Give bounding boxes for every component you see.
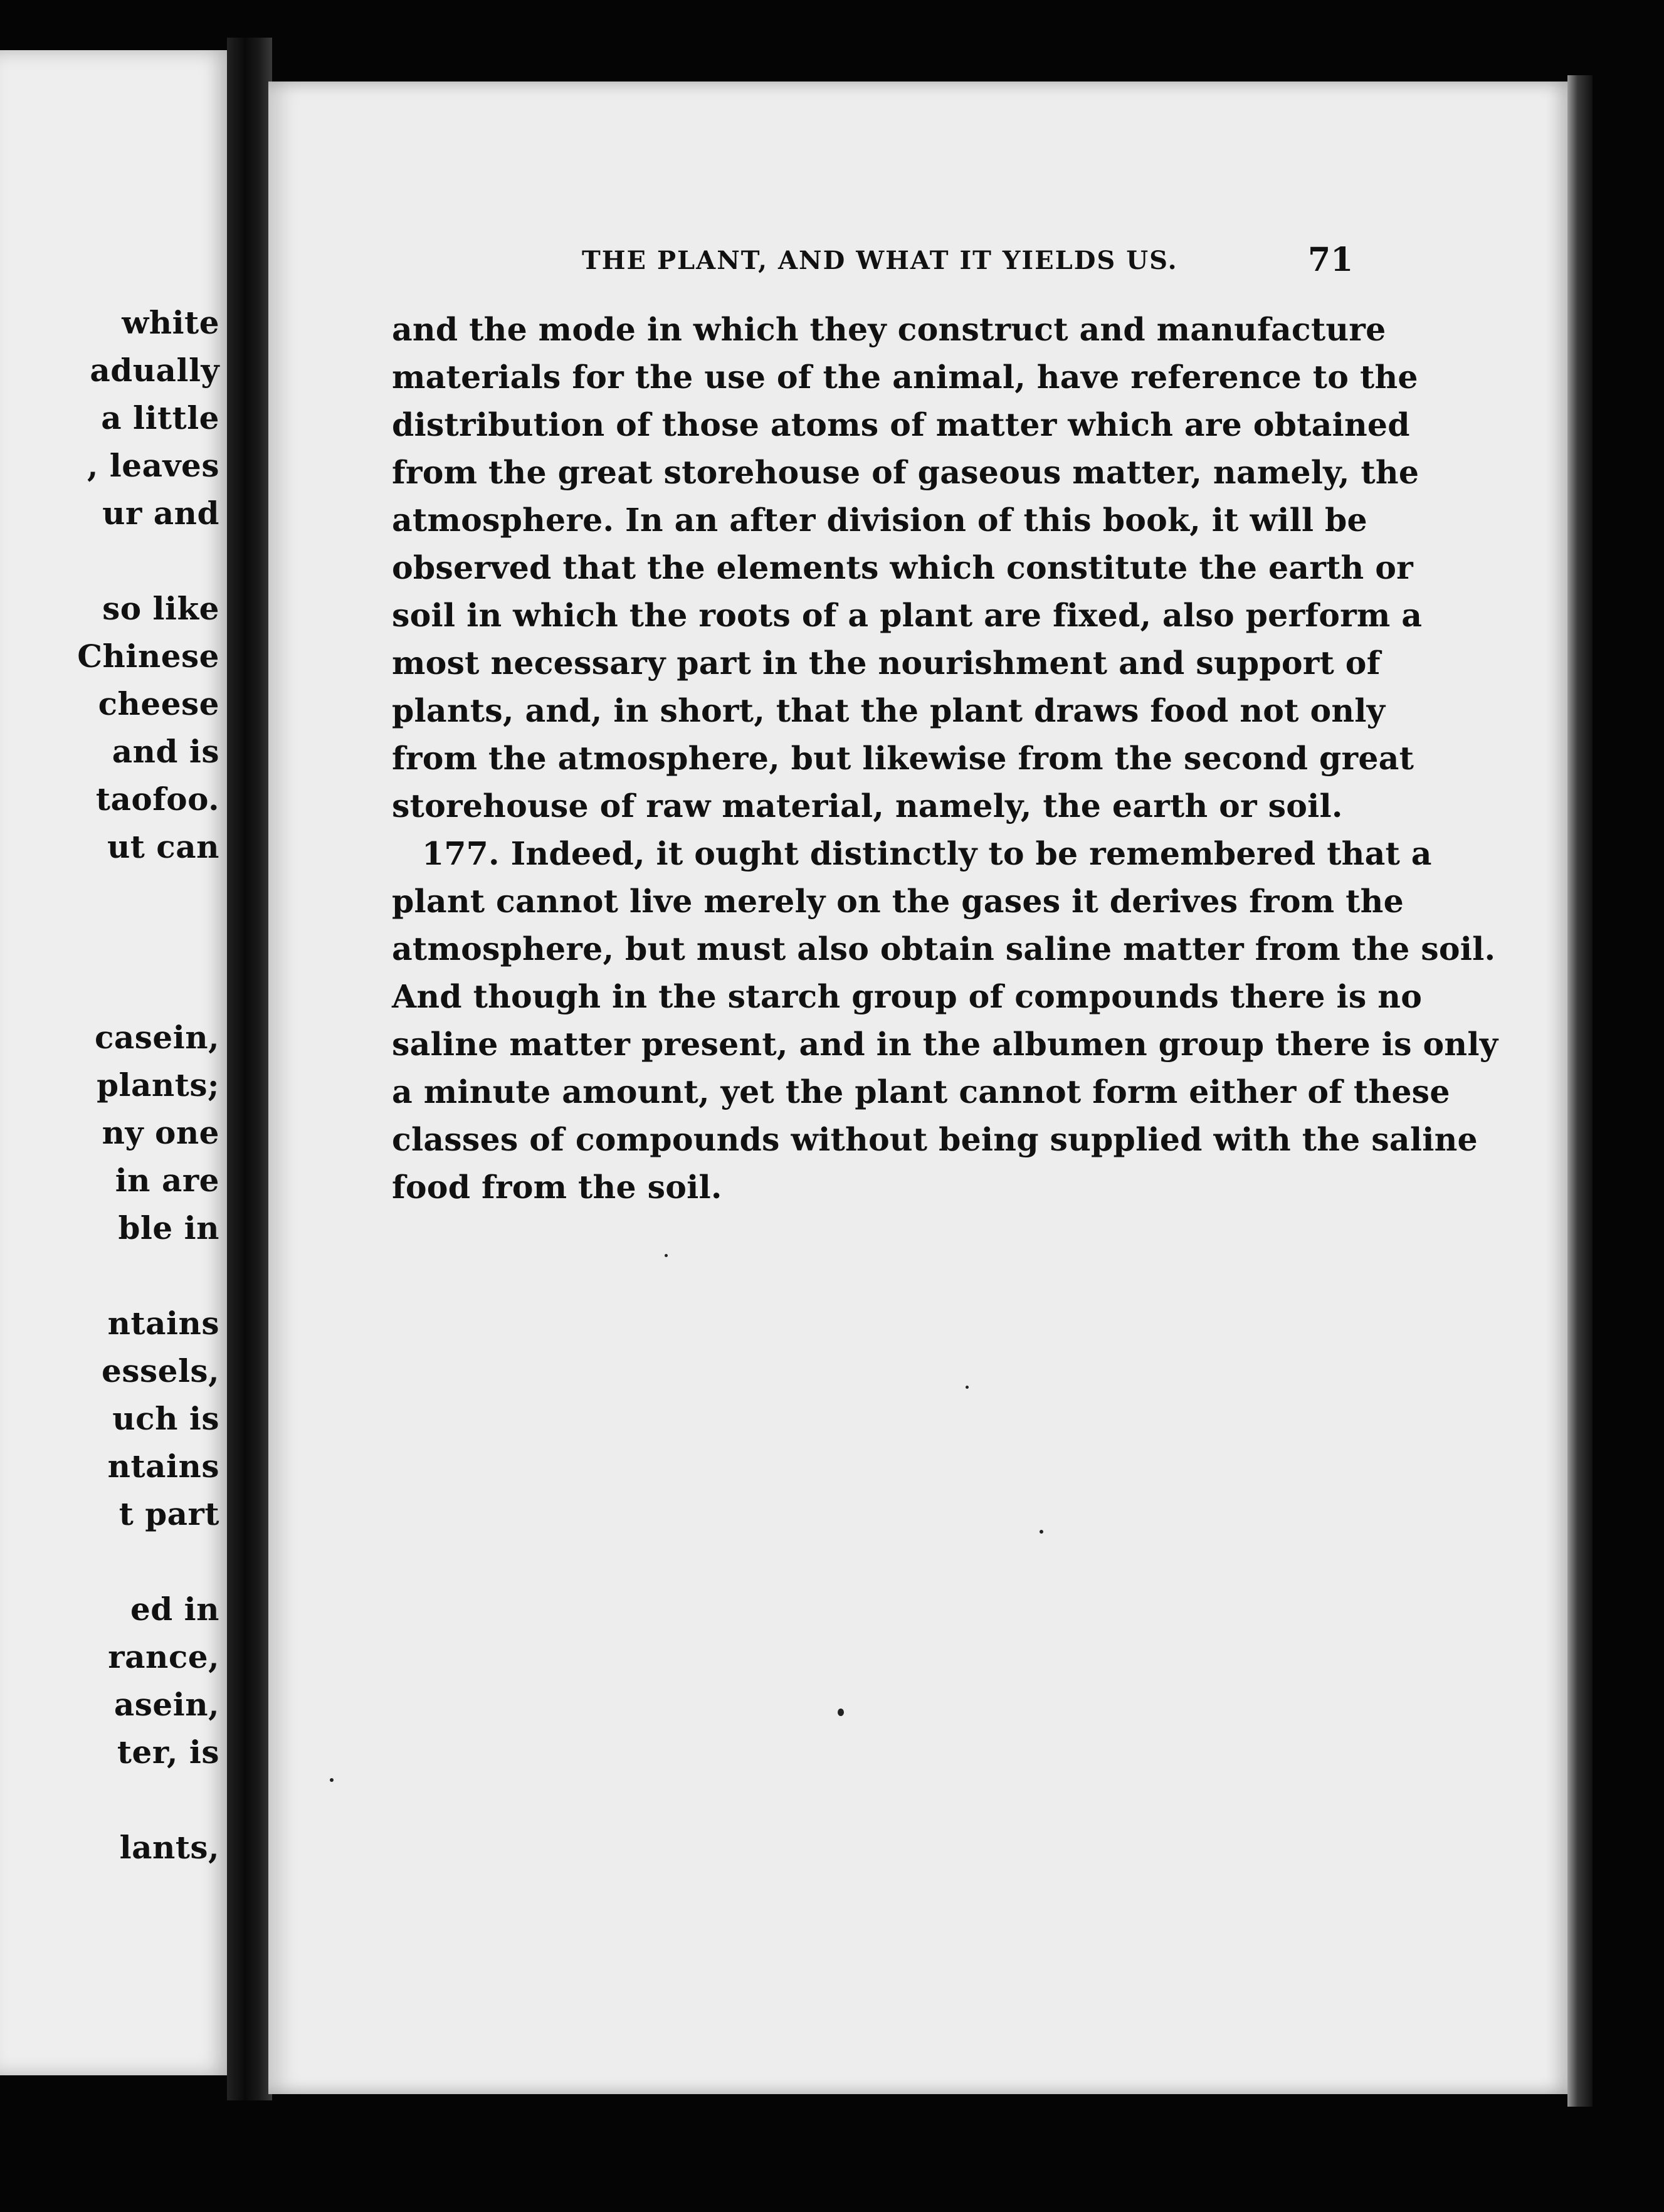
text-line: plant cannot live merely on the gases it derives from the bbox=[392, 883, 1404, 920]
text-line: a minute amount, yet the plant cannot form either of these bbox=[392, 1073, 1450, 1110]
book-gutter bbox=[227, 38, 272, 2100]
text-line: atmosphere, but must also obtain saline matter from the soil. bbox=[392, 930, 1496, 967]
left-line: ntains bbox=[107, 1305, 219, 1342]
text-line: from the great storehouse of gaseous matter, namely, the bbox=[392, 454, 1419, 491]
left-line: ter, is bbox=[117, 1734, 219, 1771]
scan-speck bbox=[1040, 1530, 1043, 1534]
left-line: , leaves bbox=[87, 447, 219, 484]
left-line: and is bbox=[112, 733, 219, 770]
left-line: taofoo. bbox=[95, 781, 219, 818]
left-line: adually bbox=[90, 352, 219, 389]
text-line: materials for the use of the animal, have reference to the bbox=[392, 359, 1418, 396]
page-number: 71 bbox=[1308, 241, 1354, 279]
left-line: in are bbox=[115, 1162, 219, 1199]
text-line: storehouse of raw material, namely, the earth or soil. bbox=[392, 787, 1343, 824]
text-line: observed that the elements which constitute the earth or bbox=[392, 549, 1413, 586]
left-line: ny one bbox=[102, 1114, 219, 1151]
left-line: uch is bbox=[112, 1400, 219, 1437]
left-page-fragment bbox=[0, 50, 232, 2075]
left-line: lants, bbox=[119, 1829, 219, 1866]
left-line: ble in bbox=[118, 1209, 219, 1246]
left-line: asein, bbox=[113, 1686, 219, 1723]
left-line: white bbox=[122, 304, 219, 341]
left-line: ntains bbox=[107, 1448, 219, 1485]
page-edge-shadow bbox=[1567, 75, 1593, 2107]
left-line: rance, bbox=[108, 1638, 219, 1675]
left-page-text bbox=[0, 50, 226, 2075]
paragraph-start-line: 177. Indeed, it ought distinctly to be remembered that a bbox=[422, 835, 1432, 872]
text-line: soil in which the roots of a plant are fixed, also perform a bbox=[392, 597, 1423, 634]
text-line: food from the soil. bbox=[392, 1169, 722, 1206]
text-line: saline matter present, and in the albumen group there is only bbox=[392, 1026, 1498, 1063]
left-line: ed in bbox=[130, 1591, 219, 1628]
text-line: plants, and, in short, that the plant draws food not only bbox=[392, 692, 1386, 729]
text-line: And though in the starch group of compounds there is no bbox=[392, 978, 1423, 1015]
left-line: Chinese bbox=[77, 638, 219, 675]
left-line: casein, bbox=[94, 1019, 219, 1056]
left-line: plants; bbox=[97, 1066, 219, 1103]
text-line: and the mode in which they construct and manufacture bbox=[392, 311, 1386, 348]
left-line: ur and bbox=[102, 495, 219, 532]
scan-speck bbox=[838, 1709, 844, 1716]
text-line: atmosphere. In an after division of this book, it will be bbox=[392, 502, 1367, 539]
text-line: classes of compounds without being supplied with the saline bbox=[392, 1121, 1478, 1158]
text-line: from the atmosphere, but likewise from the second great bbox=[392, 740, 1414, 777]
left-line: t part bbox=[118, 1495, 219, 1532]
left-line: ut can bbox=[107, 828, 219, 865]
scan-speck bbox=[665, 1254, 668, 1257]
running-header: THE PLANT, AND WHAT IT YIELDS US. bbox=[582, 246, 1178, 275]
text-line: distribution of those atoms of matter which are obtained bbox=[392, 406, 1410, 443]
body-text bbox=[392, 306, 1498, 1211]
scan-speck bbox=[330, 1778, 334, 1782]
left-line: essels, bbox=[102, 1352, 219, 1389]
scan-speck bbox=[966, 1386, 969, 1389]
text-line: most necessary part in the nourishment and support of bbox=[392, 645, 1381, 682]
left-line: cheese bbox=[98, 685, 219, 722]
left-line: a little bbox=[101, 399, 219, 436]
left-line: so like bbox=[102, 590, 219, 627]
